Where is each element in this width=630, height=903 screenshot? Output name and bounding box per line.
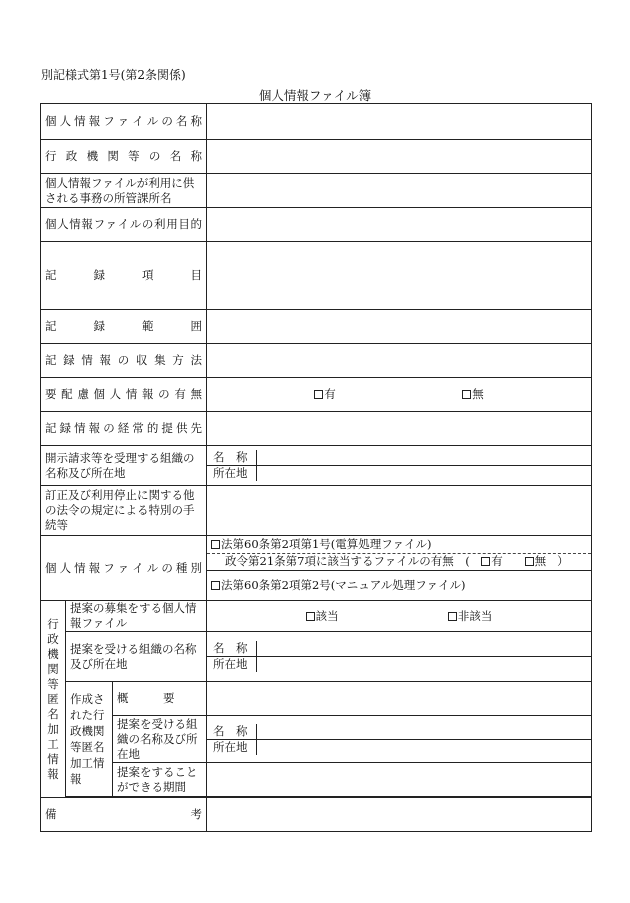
checkbox-icon[interactable] [462,390,471,399]
row-anon-solicit [41,601,592,632]
value-file-name[interactable] [207,104,592,140]
label-created-receiving-org: 提案を受ける組織の名称及び所在地 [113,716,207,763]
row-agency-name [41,140,592,174]
label-correction: 訂正及び利用停止に関する他の法令の規定による特別の手続等 [41,486,207,536]
value-remarks[interactable] [207,798,592,832]
label-anon-solicit: 提案の募集をする個人情報ファイル [66,601,207,632]
option-electronic[interactable]: 法第60条第2項第1号(電算処理ファイル) [207,536,591,553]
value-scope[interactable] [207,310,592,344]
option-applicable[interactable]: 該当 [306,609,339,624]
value-created-receiving-org [207,716,592,763]
label-name: 名 称 [207,724,257,740]
checkbox-icon[interactable] [211,540,220,549]
value-items[interactable] [207,242,592,310]
label-address: 所在地 [207,739,257,755]
label-created: 作成された行政機関等匿名加工情報 [66,682,113,797]
label-items: 記録項目 [41,242,207,310]
label-scope: 記録範囲 [41,310,207,344]
form-title: 個人情報ファイル簿 [258,88,372,103]
option-sensitive-yes[interactable]: 有 [314,387,336,402]
value-disclosure-name[interactable] [257,450,592,466]
row-items [41,242,592,310]
option-sensitive-no[interactable]: 無 [462,387,484,402]
row-office-name [41,174,592,208]
personal-info-file-register-table [40,103,592,832]
label-file-name: 個人情報ファイルの名称 [41,104,207,140]
label-remarks: 備考 [41,798,207,832]
value-file-type [207,536,592,601]
checkbox-icon[interactable] [211,581,220,590]
value-created-name[interactable] [257,724,592,740]
label-anon-vertical [41,601,66,798]
row-period [41,763,592,797]
label-purpose: 個人情報ファイルの利用目的 [41,208,207,242]
row-created-receiving-org [41,716,592,763]
value-purpose[interactable] [207,208,592,242]
form-number-caption: 別記様式第1号(第2条関係) [41,68,186,82]
label-summary: 概 要 [113,682,207,716]
row-correction [41,486,592,536]
value-created-address[interactable] [257,739,592,755]
value-anon-address[interactable] [257,657,592,673]
label-period: 提案をすることができる期間 [113,763,207,797]
value-anon-solicit [207,601,592,632]
value-provision[interactable] [207,412,592,446]
value-sensitive [207,378,592,412]
value-collection[interactable] [207,344,592,378]
row-provision [41,412,592,446]
label-collection: 記録情報の収集方法 [41,344,207,378]
row-anon-receiving-org [41,632,592,682]
label-provision: 記録情報の経常的提供先 [41,412,207,446]
value-anon-name[interactable] [257,641,592,657]
label-name: 名 称 [207,641,257,657]
option-manual[interactable]: 法第60条第2項第2号(マニュアル処理ファイル) [207,570,591,600]
row-remarks [41,798,592,832]
label-name: 名 称 [207,450,257,466]
vertical-text: 行 政 機 関 等 匿 名 加 工 情 報 [47,616,59,781]
value-disclosure-org [207,446,592,486]
row-collection [41,344,592,378]
value-correction[interactable] [207,486,592,536]
option-not-applicable[interactable]: 非該当 [448,609,493,624]
label-office-name: 個人情報ファイルが利用に供される事務の所管課所名 [41,174,207,208]
value-summary[interactable] [207,682,592,716]
row-scope [41,310,592,344]
value-office-name[interactable] [207,174,592,208]
row-file-type [41,536,592,601]
label-address: 所在地 [207,657,257,673]
row-file-name [41,104,592,140]
name-address-subtable [207,450,591,481]
label-sensitive: 要配慮個人情報の有無 [41,378,207,412]
row-created-summary [41,682,592,716]
file-type-subtable [207,536,591,600]
checkbox-icon[interactable] [314,390,323,399]
checkbox-icon[interactable] [306,612,315,621]
label-file-type: 個人情報ファイルの種別 [41,536,207,601]
checkbox-icon[interactable] [525,557,534,566]
value-anon-receiving-org [207,632,592,682]
row-sensitive [41,378,592,412]
name-address-subtable [207,641,591,672]
label-anon-receiving-org: 提案を受ける組織の名称及び所在地 [66,632,207,682]
value-agency-name[interactable] [207,140,592,174]
label-address: 所在地 [207,466,257,482]
name-address-subtable [207,724,591,755]
value-period[interactable] [207,763,592,797]
label-agency-name: 行政機関等の名称 [41,140,207,174]
checkbox-icon[interactable] [481,557,490,566]
order-applicable-line: 政令第21条第7項に該当するファイルの有無 ( 有 無 ） [207,553,591,570]
value-disclosure-address[interactable] [257,466,592,482]
checkbox-icon[interactable] [448,612,457,621]
row-disclosure-org [41,446,592,486]
row-purpose [41,208,592,242]
label-disclosure-org: 開示請求等を受理する組織の名称及び所在地 [41,446,207,486]
